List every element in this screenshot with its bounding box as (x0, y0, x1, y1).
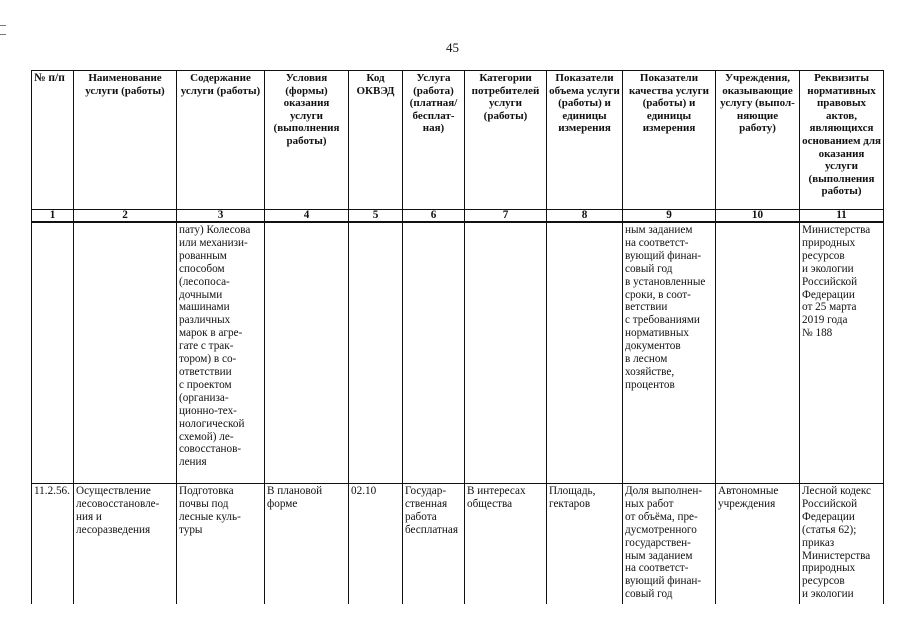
header-cell: Условия (формы) оказания услуги (выполнения работы) (265, 71, 349, 210)
table-cell (265, 222, 349, 484)
table-cell (349, 222, 403, 484)
table-row-continuation (32, 222, 884, 484)
header-cell: № п/п (32, 71, 74, 210)
table-cell: Государ- ственная работа бесплатная (403, 484, 465, 605)
header-cell: Содержание услуги (работы) (177, 71, 265, 210)
page-number: 45 (446, 40, 459, 55)
table-cell: Площадь, гектаров (547, 484, 623, 605)
column-number: 6 (403, 210, 465, 223)
header-row (32, 71, 884, 210)
table-cell: Осуществление лесовосстановле- ния и лесоразведения (74, 484, 177, 605)
column-number: 2 (74, 210, 177, 223)
table-cell: Лесной кодекс Российской Федерации (статья 62); приказ Министерства природных ресурсов и экологии (800, 484, 884, 605)
header-cell: Показатели качества услуги (работы) и единицы измерения (623, 71, 716, 210)
column-number: 9 (623, 210, 716, 223)
table-cell (32, 222, 74, 484)
table-cell: 02.10 (349, 484, 403, 605)
table-cell: пату) Колесова или механизи- рованным способом (лесопоса- дочными машинами различных марок в агре- гате с трак- тором) в со- ответствии с проектом (организа- ционно-тех- нологической схемой) ле- совосстанов- ления (177, 222, 265, 484)
column-number-row (32, 210, 884, 223)
table-row (32, 484, 884, 605)
table-cell: ным заданием на соответст- вующий финан- совый год в установленные сроки, в соот- ветствии с требованиями нормативных документов в лесном хозяйстве, процентов (623, 222, 716, 484)
column-number: 8 (547, 210, 623, 223)
edge-mark (0, 34, 6, 35)
table-cell (716, 222, 800, 484)
services-table (31, 70, 884, 604)
table-cell (74, 222, 177, 484)
table-cell: Подготовка почвы под лесные куль- туры (177, 484, 265, 605)
table-cell: В интересах общества (465, 484, 547, 605)
table-cell: 11.2.56. (32, 484, 74, 605)
header-cell: Услуга (работа) (платная/ бесплат- ная) (403, 71, 465, 210)
header-cell: Категории потребителей услуги (работы) (465, 71, 547, 210)
column-number: 4 (265, 210, 349, 223)
edge-mark (0, 25, 6, 26)
header-cell: Показатели объема услуги (работы) и единицы измерения (547, 71, 623, 210)
column-number: 11 (800, 210, 884, 223)
column-number: 7 (465, 210, 547, 223)
table-cell (403, 222, 465, 484)
column-number: 1 (32, 210, 74, 223)
header-cell: Учреждения, оказывающие услугу (выпол- няющие работу) (716, 71, 800, 210)
table-cell: В плановой форме (265, 484, 349, 605)
header-cell: Реквизиты нормативных правовых актов, являющихся основанием для оказания услуги (выполнения работы) (800, 71, 884, 210)
table-cell: Доля выполнен- ных работ от объёма, пре- дусмотренного государствен- ным заданием на соответст- вующий финан- совый год (623, 484, 716, 605)
table-cell (465, 222, 547, 484)
column-number: 3 (177, 210, 265, 223)
table-cell: Автономные учреждения (716, 484, 800, 605)
table-cell (547, 222, 623, 484)
header-cell: Код ОКВЭД (349, 71, 403, 210)
header-cell: Наименование услуги (работы) (74, 71, 177, 210)
table-cell: Министерства природных ресурсов и экологии Российской Федерации от 25 марта 2019 года № 188 (800, 222, 884, 484)
column-number: 10 (716, 210, 800, 223)
column-number: 5 (349, 210, 403, 223)
